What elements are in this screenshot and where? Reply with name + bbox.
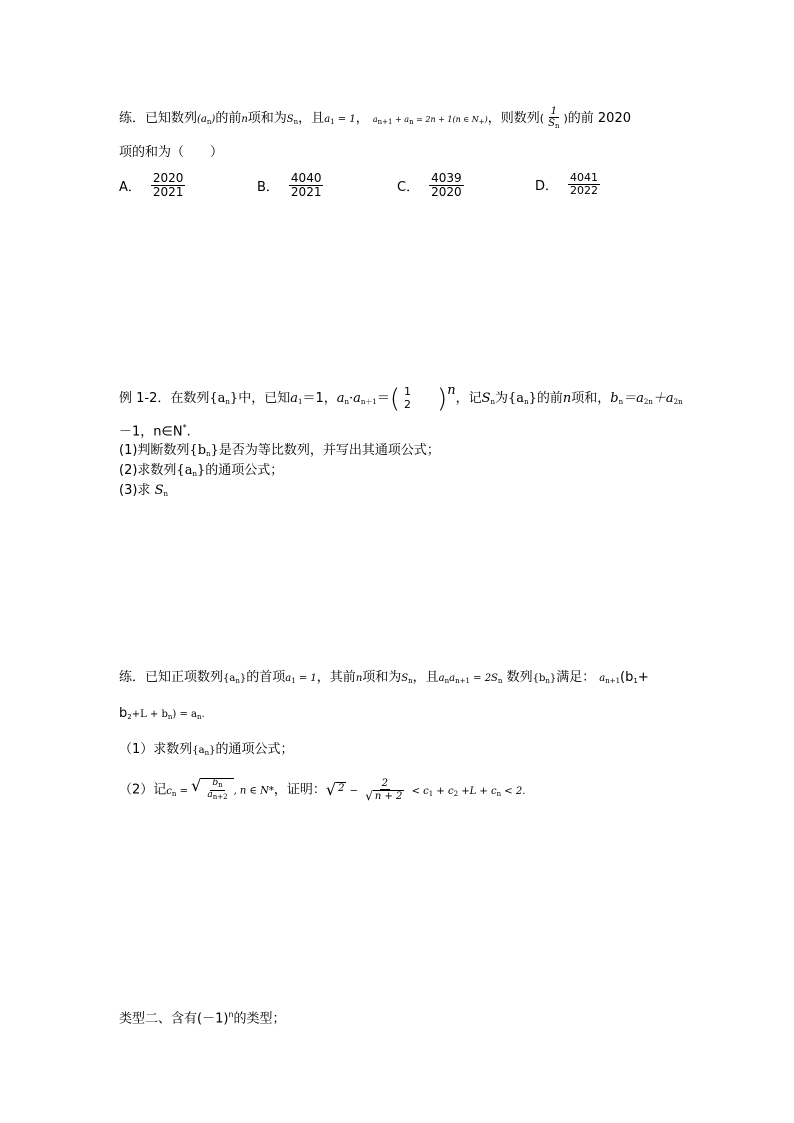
text: 例 1-2．在数列 (119, 391, 210, 406)
option-label: D． (535, 179, 559, 195)
example-1-2-question-1: (1)判断数列$\{b_n\}$是否为等比数列，并写出其通项公式； (119, 443, 440, 458)
option-label: B． (257, 180, 279, 196)
option-b[interactable] (257, 172, 325, 199)
type-2-heading: 类型二、含有$(-1)^n$的类型； (119, 1010, 286, 1027)
exercise-1-line-1: 练．已知数列$(a_n)$的前n项和为$S_n$，且$a_1 = 1$， an+1 + an = 2n + 1(n ∈ N+)，则数列( $\frac{1}{S_n}$ )的前 2020 (119, 106, 631, 130)
math: $(a_n)$ (197, 113, 216, 126)
example-1-2-question-3: (3)求 $S_n$ (119, 483, 168, 498)
text: 项和为 (247, 110, 287, 126)
text: 项和， (571, 391, 611, 406)
option-d[interactable] (535, 172, 602, 197)
option-label: C． (397, 180, 420, 196)
text: ，且 (298, 110, 325, 126)
example-1-2-line-2: －1，n∈N*. (119, 423, 191, 440)
exercise-1-line-2: 项的和为（ ） (119, 145, 224, 160)
text: ，记 (455, 391, 482, 406)
option-c[interactable] (397, 172, 466, 199)
example-1-2-line-1: 例 1-2．在数列$\{a_n\}$中，已知$a_1=1$，$a_n\cdot a_{n+1}=$( 1 2 )n，记$S_n$为$\{a_n\}$的前n项和，$b_n=a_{2n}+a_{2n}$ (119, 383, 683, 414)
text: 中，已知 (238, 391, 291, 406)
option-label: A． (119, 180, 141, 196)
text: ， (355, 110, 369, 126)
exercise-3-question-1: （1）求数列$\{a_n\}$的通项公式； (119, 742, 294, 757)
text: 的前 (215, 110, 242, 126)
option-a[interactable] (119, 172, 187, 199)
example-1-2-question-2: (2)求数列$\{a_n\}$的通项公式； (119, 463, 284, 478)
option-fraction: $\frac{4040}{2021}$ (290, 171, 322, 200)
option-fraction: $\frac{4041}{2022}$ (570, 171, 599, 198)
text: 的前 2020 (567, 110, 631, 126)
option-fraction: $\frac{2020}{2021}$ (152, 171, 184, 200)
sqrt-2: √ 2 (325, 780, 345, 799)
text: 练．已知数列 (119, 110, 198, 126)
exercise-3-line-1: 练．已知正项数列$\{a_n\}$的首项$a_1 = 1$，其前n项和为$S_n$，且$a_na_{n+1} = 2S_n$ 数列$\{b_n\}$满足： $a_{n+1}(b_1+$ (119, 670, 649, 685)
math: $S_n$ (286, 113, 299, 126)
fraction-1-over-Sn: $\frac{1}{S_n}$ (548, 106, 560, 130)
math: n (241, 113, 248, 125)
recurrence-formula: an+1 + an = 2n + 1(n ∈ N+) (372, 114, 488, 126)
text: ，则数列 (487, 110, 540, 126)
fraction-one-half: 1 2 (404, 385, 412, 411)
text: ＝1， (302, 391, 337, 406)
math: $a_1 = 1$ (324, 113, 356, 126)
fraction-2-over-sqrt: 2 √ n + 2 (365, 778, 403, 803)
text: 为 (495, 391, 509, 406)
sqrt-fraction: √ $\frac{b_n}{a_{n+2}}$ (191, 778, 233, 801)
exercise-3-question-2: （2）记$c_n$ = √ $\frac{b_n}{a_{n+2}}$ , n ∈ N*，证明： √ 2 − 2 √ n + 2 < $c_1 + c_2 +L + c_n < 2$. (119, 776, 526, 803)
option-fraction: $\frac{4039}{2020}$ (431, 171, 462, 200)
text: 的前 (536, 391, 563, 406)
exercise-3-line-2: $b_2+L + b_n) = a_n$. (119, 706, 205, 721)
